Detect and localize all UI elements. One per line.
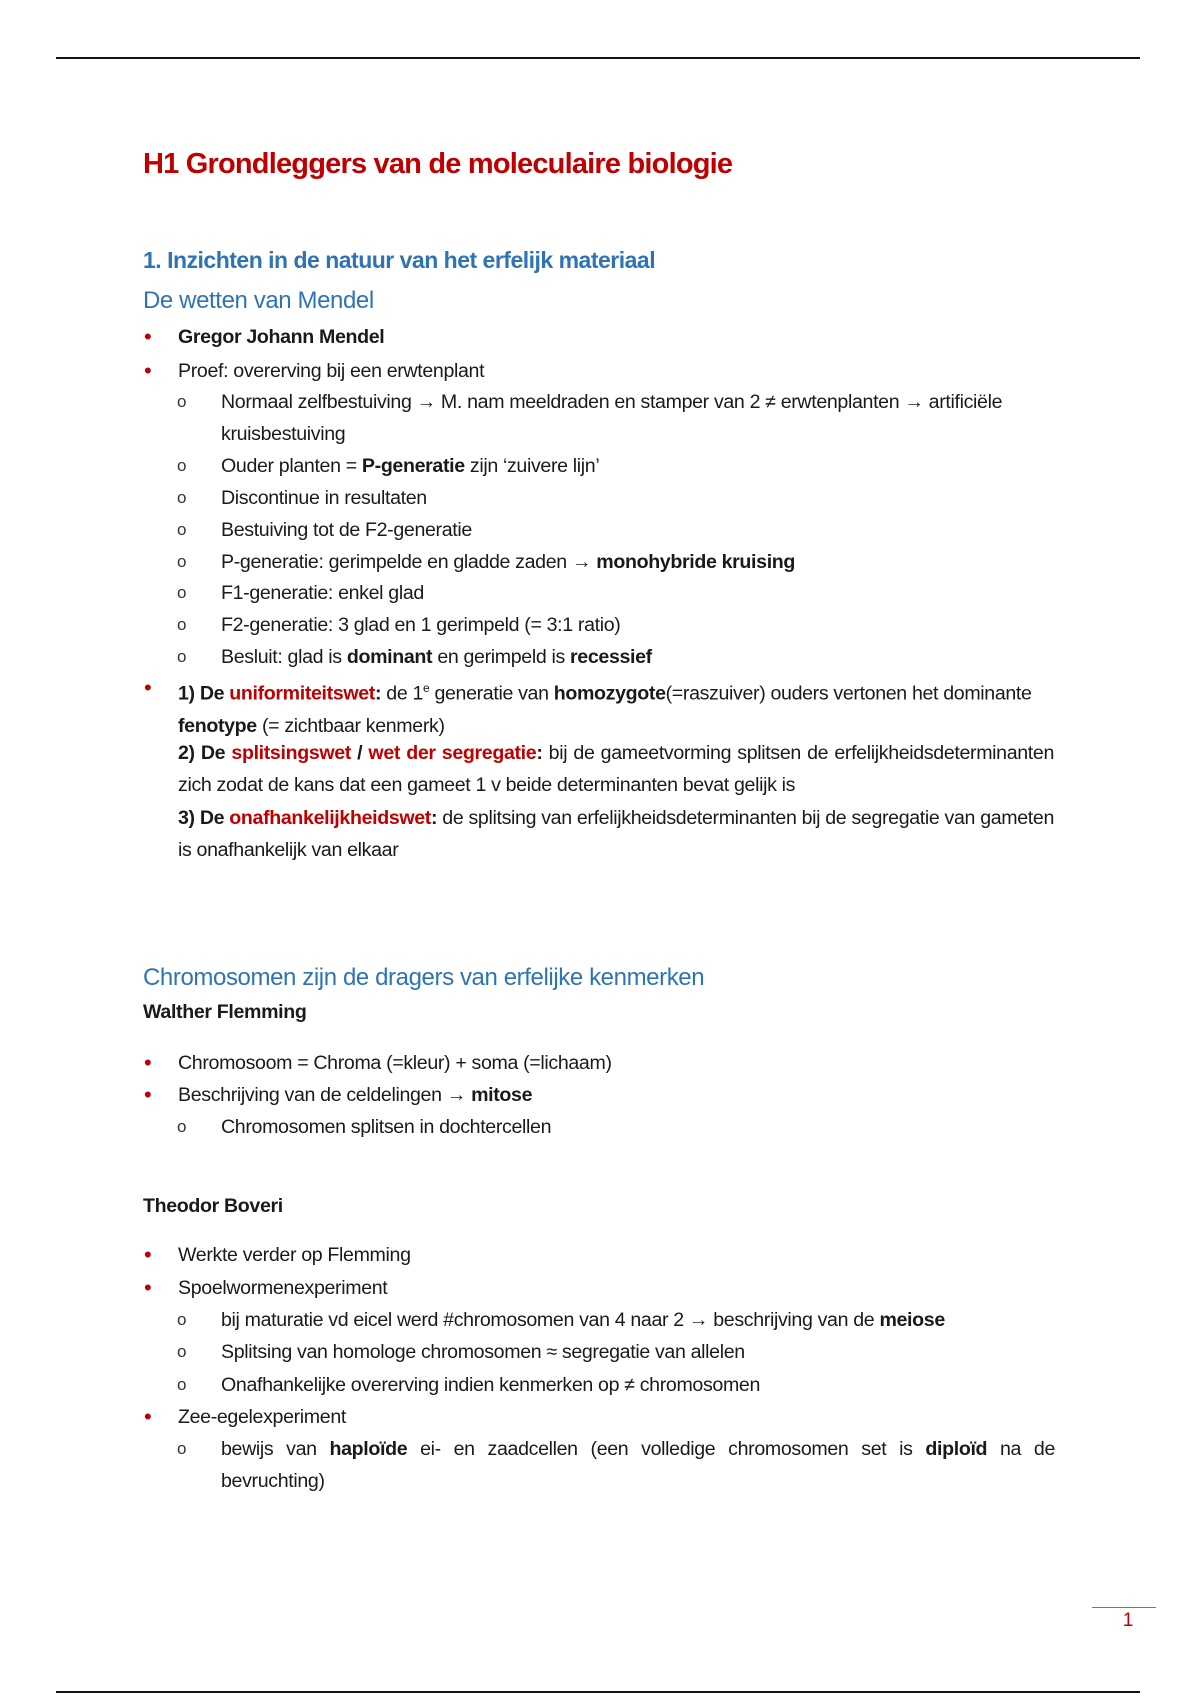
text-run: bewijs van bbox=[221, 1438, 330, 1460]
text-run: Chromosomen zijn de dragers van erfelijke kenmerken bbox=[143, 964, 705, 991]
text-run: Discontinue in resultaten bbox=[221, 487, 427, 509]
bold-term: : bbox=[536, 742, 543, 764]
sub-bullet-icon: o bbox=[177, 392, 187, 411]
text-run: de splitsing van erfelijkheidsdeterminanten bij de segregatie van gameten is onafhankelijk van elkaar bbox=[178, 807, 1054, 862]
bullet-icon: • bbox=[144, 1404, 152, 1429]
list-item bbox=[177, 1304, 1055, 1336]
text-run: Beschrijving van de celdelingen → bbox=[178, 1084, 472, 1106]
text-run: De wetten van Mendel bbox=[143, 287, 374, 314]
text-run: Werkte verder op Flemming bbox=[178, 1244, 411, 1266]
list-item bbox=[144, 1239, 1054, 1271]
bold-term: : bbox=[431, 807, 438, 829]
text-run: bij maturatie vd eicel werd #chromosomen van 4 naar 2 → beschrijving van de bbox=[221, 1309, 880, 1331]
bold-term: homozygote bbox=[553, 682, 666, 705]
bullet-icon: • bbox=[144, 324, 152, 349]
text-run: Splitsing van homologe chromosomen ≈ segregatie van allelen bbox=[221, 1341, 745, 1363]
text-run: Zee-egelexperiment bbox=[178, 1406, 346, 1428]
bullet-icon: • bbox=[144, 1242, 152, 1267]
header-rule bbox=[56, 57, 1140, 59]
bold-term: recessief bbox=[570, 646, 652, 668]
sub-bullet-icon: o bbox=[177, 647, 187, 666]
bold-term: Gregor Johann Mendel bbox=[178, 326, 385, 348]
list-item bbox=[177, 1111, 1055, 1143]
list-item bbox=[144, 1401, 1054, 1433]
bold-term: mitose bbox=[471, 1084, 533, 1106]
sub-bullet-icon: o bbox=[177, 1310, 187, 1329]
text-run: Besluit: glad is bbox=[221, 646, 347, 668]
bold-term: fenotype bbox=[178, 714, 257, 737]
text-run: Normaal zelfbestuiving → M. nam meeldraden en stamper van 2 ≠ erwtenplanten → artificiële kruisbestuiving bbox=[221, 391, 1003, 446]
text-run: de 1 bbox=[381, 682, 424, 705]
list-item bbox=[144, 321, 1054, 353]
text-run: zijn ‘zuivere lijn’ bbox=[464, 455, 600, 477]
sub-bullet-icon: o bbox=[177, 583, 187, 602]
bullet-icon: • bbox=[144, 1082, 152, 1107]
text-run: (= zichtbaar kenmerk) bbox=[256, 714, 445, 737]
list-item bbox=[177, 1369, 1055, 1401]
person-heading bbox=[143, 996, 1019, 1028]
sub-bullet-icon: o bbox=[177, 1439, 187, 1458]
text-run: (=raszuiver) ouders vertonen het dominante bbox=[665, 682, 1032, 705]
sub-bullet-icon: o bbox=[177, 1342, 187, 1361]
text-run: Chromosomen splitsen in dochtercellen bbox=[221, 1116, 552, 1138]
text-run: Ouder planten = bbox=[221, 455, 362, 477]
text-run: en gerimpeld is bbox=[432, 646, 571, 668]
footer-rule bbox=[56, 1691, 1140, 1693]
bold-term: monohybride kruising bbox=[596, 551, 796, 573]
text-run: H1 Grondleggers van de moleculaire biologie bbox=[143, 148, 733, 180]
person-heading bbox=[143, 1190, 1019, 1222]
bold-term: 3) De bbox=[178, 807, 230, 829]
sub-bullet-icon: o bbox=[177, 520, 187, 539]
list-item bbox=[144, 672, 1054, 742]
text-run: bij de gameetvorming splitsen de erfelijkheidsdeterminanten zich zodat de kans dat een gameet 1 v beide determinanten bevat gelijk is bbox=[178, 742, 1054, 797]
bullet-icon: • bbox=[144, 1050, 152, 1075]
bold-term: 1) De bbox=[178, 682, 230, 705]
text-run: P-generatie: gerimpelde en gladde zaden → bbox=[221, 551, 597, 573]
sub-bullet-icon: o bbox=[177, 552, 187, 571]
text-run: Theodor Boveri bbox=[143, 1195, 283, 1217]
heading-h1 bbox=[143, 144, 1043, 184]
emphasis-term: onafhankelijkheidswet bbox=[229, 807, 431, 829]
sub-bullet-icon: o bbox=[177, 1375, 187, 1394]
list-item bbox=[177, 514, 1055, 546]
bold-term: dominant bbox=[346, 646, 433, 668]
bold-term: : bbox=[374, 682, 382, 705]
sub-bullet-icon: o bbox=[177, 615, 187, 634]
emphasis-term: uniformiteitswet bbox=[229, 682, 375, 705]
paragraph bbox=[178, 802, 1054, 866]
heading-h3 bbox=[143, 962, 1043, 994]
text-run: F1-generatie: enkel glad bbox=[221, 582, 424, 604]
text-run: Bestuiving tot de F2-generatie bbox=[221, 519, 472, 541]
bold-term: / bbox=[350, 742, 369, 764]
bold-term: haploïde bbox=[329, 1438, 408, 1460]
list-item bbox=[177, 609, 1055, 641]
text-run: Spoelwormenexperiment bbox=[178, 1277, 388, 1299]
page-number-rule bbox=[1092, 1607, 1156, 1608]
text-run: generatie van bbox=[429, 682, 554, 705]
text-run: ei- en zaadcellen (een volledige chromosomen set is bbox=[407, 1438, 926, 1460]
list-item bbox=[144, 355, 1054, 387]
bullet-icon: • bbox=[144, 358, 152, 383]
page-number: 1 bbox=[1122, 1610, 1134, 1631]
bold-term: diploïd bbox=[925, 1438, 988, 1460]
sub-bullet-icon: o bbox=[177, 456, 187, 475]
list-item bbox=[177, 546, 1055, 578]
emphasis-term: splitsingswet bbox=[231, 742, 351, 764]
list-item bbox=[177, 1433, 1055, 1497]
paragraph bbox=[178, 737, 1054, 801]
list-item bbox=[177, 482, 1055, 514]
list-item bbox=[177, 577, 1055, 609]
list-item bbox=[177, 450, 1055, 482]
bold-term: meiose bbox=[879, 1309, 945, 1331]
list-item bbox=[177, 1336, 1055, 1368]
bold-term: P-generatie bbox=[361, 455, 465, 477]
heading-h3 bbox=[143, 285, 1043, 317]
list-item bbox=[177, 386, 1055, 450]
text-run: 1. Inzichten in de natuur van het erfelijk materiaal bbox=[143, 247, 656, 273]
text-run: e bbox=[423, 681, 430, 695]
heading-h2 bbox=[143, 244, 1043, 276]
bullet-icon: • bbox=[144, 1275, 152, 1300]
bullet-icon: • bbox=[144, 675, 152, 700]
text-run: Chromosoom = Chroma (=kleur) + soma (=lichaam) bbox=[178, 1052, 612, 1074]
emphasis-term: wet der segregatie bbox=[368, 742, 537, 764]
sub-bullet-icon: o bbox=[177, 488, 187, 507]
text-run: Proef: overerving bij een erwtenplant bbox=[178, 360, 485, 382]
bold-term: 2) De bbox=[178, 742, 232, 764]
text-run: F2-generatie: 3 glad en 1 gerimpeld (= 3:1 ratio) bbox=[221, 614, 621, 636]
text-run: na de bevruchting) bbox=[221, 1438, 1055, 1493]
text-run: Onafhankelijke overerving indien kenmerken op ≠ chromosomen bbox=[221, 1374, 761, 1396]
list-item bbox=[144, 1272, 1054, 1304]
sub-bullet-icon: o bbox=[177, 1117, 187, 1136]
list-item bbox=[144, 1079, 1054, 1111]
list-item bbox=[177, 641, 1055, 673]
text-run: Walther Flemming bbox=[143, 1001, 307, 1023]
list-item bbox=[144, 1047, 1054, 1079]
